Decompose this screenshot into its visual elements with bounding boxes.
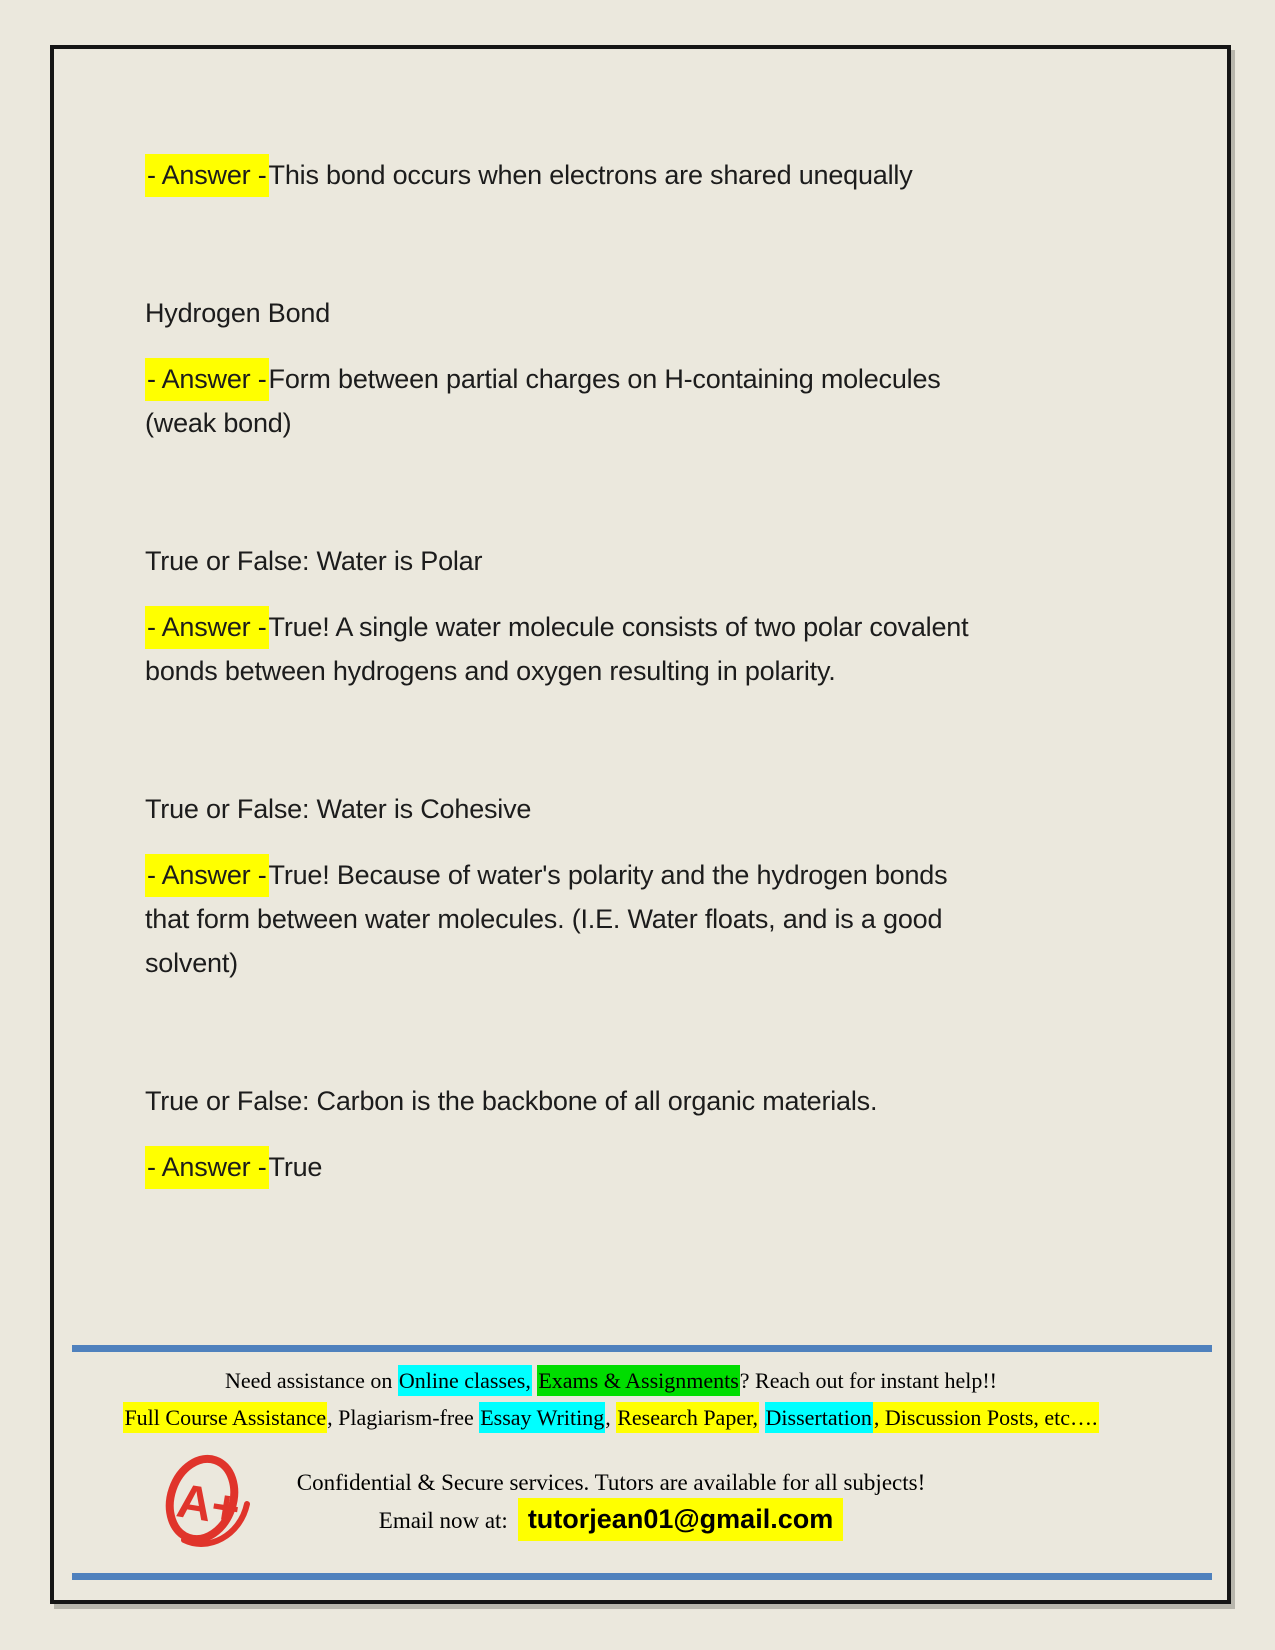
svg-text:A+: A+	[173, 1474, 244, 1537]
question-text: True or False: Water is Cohesive	[145, 794, 532, 824]
footer-promo-line-1	[72, 1362, 1150, 1399]
qa-section	[145, 539, 1155, 693]
promo-highlight-yellow: Research Paper,	[616, 1402, 759, 1433]
question-paragraph	[145, 1079, 1155, 1123]
answer-line	[145, 605, 1155, 649]
answer-paragraph	[145, 605, 1155, 693]
promo-highlight-green: Exams & Assignments	[537, 1365, 739, 1396]
email-line	[72, 1496, 1150, 1544]
divider-rule-top	[72, 1345, 1212, 1352]
answer-label-highlight: - Answer -	[145, 154, 269, 197]
footer-promo	[72, 1362, 1150, 1436]
answer-text: This bond occurs when electrons are shared unequally	[268, 160, 913, 190]
answer-label-highlight: - Answer -	[145, 358, 269, 401]
promo-text: , Plagiarism-free	[327, 1405, 480, 1430]
divider-rule-bottom	[72, 1573, 1212, 1580]
qa-section	[145, 153, 1155, 197]
promo-text: Need assistance on	[224, 1368, 398, 1393]
footer-promo-line-2	[72, 1399, 1150, 1436]
promo-highlight-cyan: Online classes,	[398, 1365, 532, 1396]
answer-text: True	[268, 1152, 323, 1182]
answer-paragraph	[145, 357, 1155, 445]
answer-text: True! A single water molecule consists of two polar covalent	[268, 612, 969, 642]
question-paragraph	[145, 291, 1155, 335]
answer-text: True! Because of water's polarity and the hydrogen bonds	[268, 860, 948, 890]
promo-text: ,	[605, 1405, 617, 1430]
answer-text: that form between water molecules. (I.E. Water floats, and is a good	[145, 904, 943, 934]
email-address: tutorjean01@gmail.com	[518, 1498, 843, 1541]
services-line: Confidential & Secure services. Tutors are available for all subjects!	[296, 1470, 926, 1495]
promo-text: ? Reach out for instant help!!	[739, 1368, 997, 1393]
question-text: True or False: Water is Polar	[145, 546, 483, 576]
promo-highlight-cyan: Dissertation	[765, 1402, 873, 1433]
answer-line	[145, 153, 1155, 197]
answer-text: Form between partial charges on H-containing molecules	[268, 364, 941, 394]
answer-text: (weak bond)	[145, 408, 292, 438]
question-paragraph	[145, 787, 1155, 831]
email-prompt: Email now at:	[378, 1508, 508, 1533]
answer-label-highlight: - Answer -	[145, 854, 269, 897]
promo-text	[759, 1405, 765, 1430]
answer-text: solvent)	[145, 948, 238, 978]
question-text: Hydrogen Bond	[145, 298, 331, 328]
answer-paragraph	[145, 1145, 1155, 1189]
answer-line	[145, 1145, 1155, 1189]
answer-text: bonds between hydrogens and oxygen resulting in polarity.	[145, 656, 836, 686]
answer-paragraph	[145, 853, 1155, 985]
qa-section	[145, 291, 1155, 445]
qa-section	[145, 787, 1155, 985]
promo-highlight-yellow: , Discussion Posts, etc….	[873, 1402, 1099, 1433]
promo-highlight-yellow: Full Course Assistance	[123, 1402, 327, 1433]
qa-section	[145, 1079, 1155, 1189]
document-body	[145, 153, 1155, 1189]
question-text: True or False: Carbon is the backbone of all organic materials.	[145, 1086, 878, 1116]
promo-highlight-cyan: Essay Writing	[479, 1402, 605, 1433]
answer-label-highlight: - Answer -	[145, 1146, 269, 1189]
answer-line	[145, 357, 1155, 401]
answer-label-highlight: - Answer -	[145, 606, 269, 649]
answer-paragraph	[145, 153, 1155, 197]
question-paragraph	[145, 539, 1155, 583]
answer-line	[145, 853, 1155, 897]
